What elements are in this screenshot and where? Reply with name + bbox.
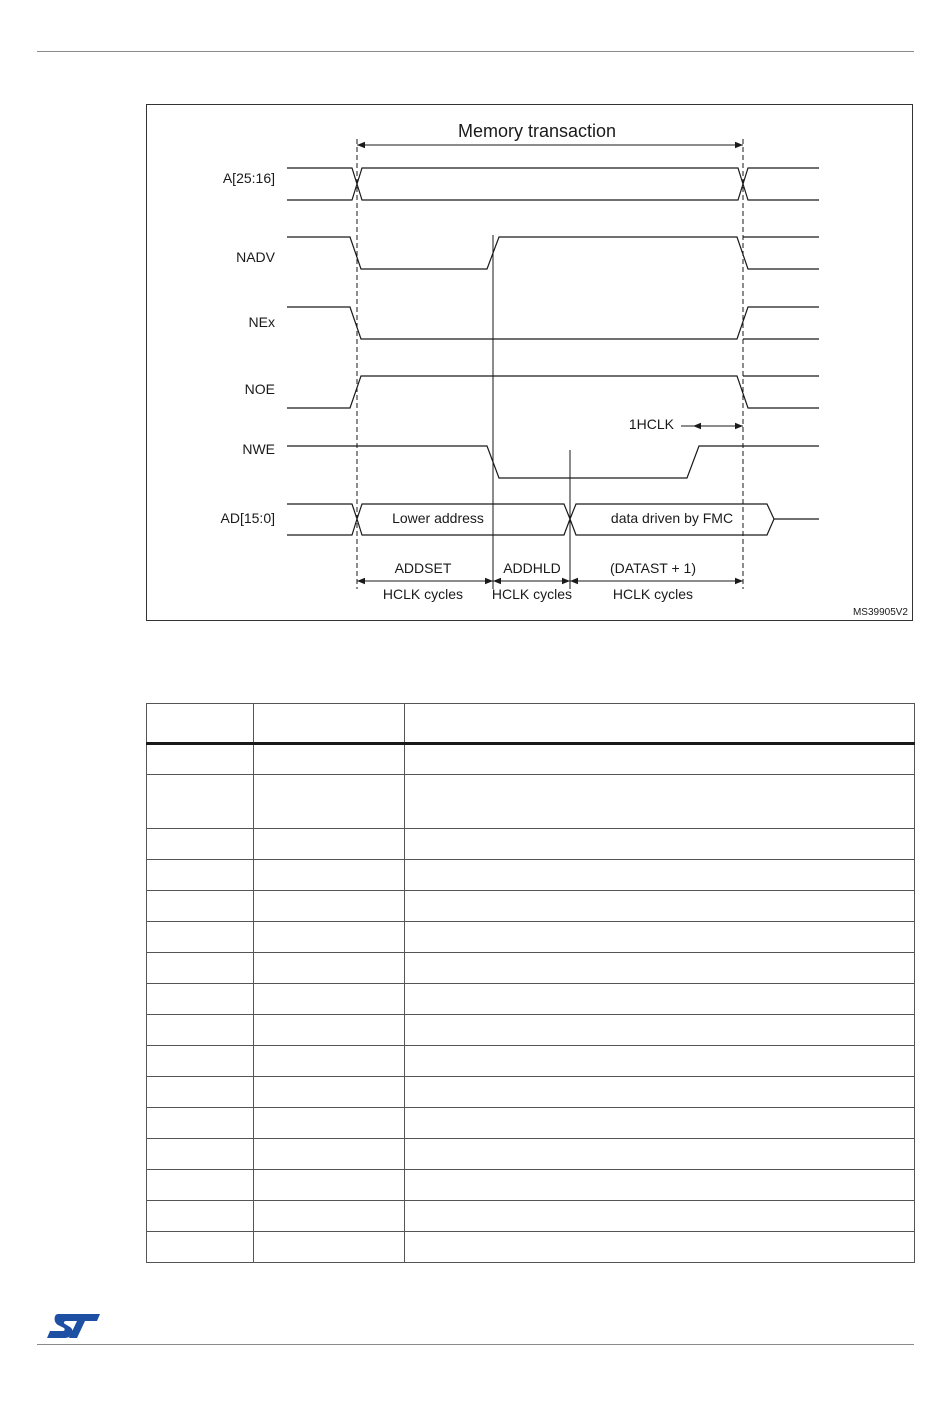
signal-table [146, 703, 914, 1282]
table-cell [254, 1201, 405, 1232]
waveform-noe [287, 376, 819, 408]
table-cell [147, 775, 254, 829]
table-cell [405, 1139, 915, 1170]
table-header-row [147, 704, 915, 744]
table-cell [254, 744, 405, 775]
table-row [147, 984, 915, 1015]
table-cell [254, 1015, 405, 1046]
table-row [147, 744, 915, 775]
table-cell [254, 1139, 405, 1170]
table-cell [147, 860, 254, 891]
table-cell [405, 1046, 915, 1077]
table-cell [405, 1015, 915, 1046]
table-cell [254, 1232, 405, 1263]
table-cell [147, 1201, 254, 1232]
table-row [147, 1232, 915, 1263]
datast-label: (DATAST + 1) [610, 560, 696, 576]
signal-label-nwe: NWE [242, 441, 275, 457]
table-cell [254, 1108, 405, 1139]
waveform-a-bottom [287, 184, 819, 200]
table-cell [254, 1170, 405, 1201]
table-cell [405, 1077, 915, 1108]
addset-hclk-label: HCLK cycles [382, 586, 464, 602]
table-cell [405, 860, 915, 891]
table-cell [405, 1201, 915, 1232]
table-row [147, 1108, 915, 1139]
data-driven-label: data driven by FMC [610, 510, 734, 526]
table-cell [254, 953, 405, 984]
table-cell [147, 1170, 254, 1201]
table-row [147, 922, 915, 953]
table-row [147, 1201, 915, 1232]
table-cell [254, 860, 405, 891]
timing-diagram-svg [147, 105, 914, 622]
table-cell [405, 953, 915, 984]
table-cell [147, 1015, 254, 1046]
addhld-hclk-label: HCLK cycles [491, 586, 573, 602]
table-cell [254, 891, 405, 922]
table-cell [147, 1046, 254, 1077]
signal-label-a: A[25:16] [222, 170, 275, 186]
waveform-nwe-a [287, 446, 540, 478]
signal-label-ad: AD[15:0] [220, 510, 275, 526]
table-cell [254, 1046, 405, 1077]
header-rule [37, 51, 914, 52]
waveform-nwe-b [631, 446, 819, 478]
table-cell [147, 1232, 254, 1263]
addhld-label: ADDHLD [503, 560, 561, 576]
table-row [147, 1046, 915, 1077]
table-cell [254, 829, 405, 860]
table-cell [147, 984, 254, 1015]
signal-label-noe: NOE [244, 381, 275, 397]
table-cell [405, 829, 915, 860]
table-cell [254, 1077, 405, 1108]
table-cell [405, 891, 915, 922]
table-row [147, 1077, 915, 1108]
footer-rule [37, 1344, 914, 1345]
table-header-cell [147, 704, 254, 744]
table-cell [147, 744, 254, 775]
signal-label-nex: NEx [248, 314, 275, 330]
table-cell [147, 1077, 254, 1108]
table-cell [147, 1108, 254, 1139]
table-cell [254, 984, 405, 1015]
table-row [147, 775, 915, 829]
table-cell [147, 953, 254, 984]
st-logo-icon [44, 1312, 102, 1340]
table-cell [254, 922, 405, 953]
table-row [147, 829, 915, 860]
table-header-cell [405, 704, 915, 744]
lower-address-label: Lower address [392, 510, 484, 526]
table-cell [405, 1170, 915, 1201]
timing-diagram [146, 104, 913, 621]
table-row [147, 953, 915, 984]
table-cell [147, 891, 254, 922]
signal-label-nadv: NADV [236, 249, 275, 265]
table-row [147, 891, 915, 922]
table-row [147, 1139, 915, 1170]
datast-hclk-label: HCLK cycles [612, 586, 694, 602]
table-cell [405, 775, 915, 829]
table [146, 703, 915, 1263]
table-cell [405, 984, 915, 1015]
table-cell [405, 922, 915, 953]
figure-title: Memory transaction [457, 121, 617, 141]
table-cell [405, 1108, 915, 1139]
table-cell [147, 829, 254, 860]
table-header-cell [254, 704, 405, 744]
one-hclk-label: 1HCLK [628, 416, 674, 432]
figure-id: MS39905V2 [852, 607, 908, 618]
table-row [147, 1015, 915, 1046]
table-cell [147, 922, 254, 953]
table-cell [147, 1139, 254, 1170]
waveform-nadv [287, 237, 819, 269]
waveform-nex [287, 307, 819, 339]
addset-label: ADDSET [394, 560, 452, 576]
table-row [147, 1170, 915, 1201]
table-cell [254, 775, 405, 829]
table-row [147, 860, 915, 891]
table-cell [405, 1232, 915, 1263]
table-cell [405, 744, 915, 775]
waveform-a-top [287, 168, 819, 184]
